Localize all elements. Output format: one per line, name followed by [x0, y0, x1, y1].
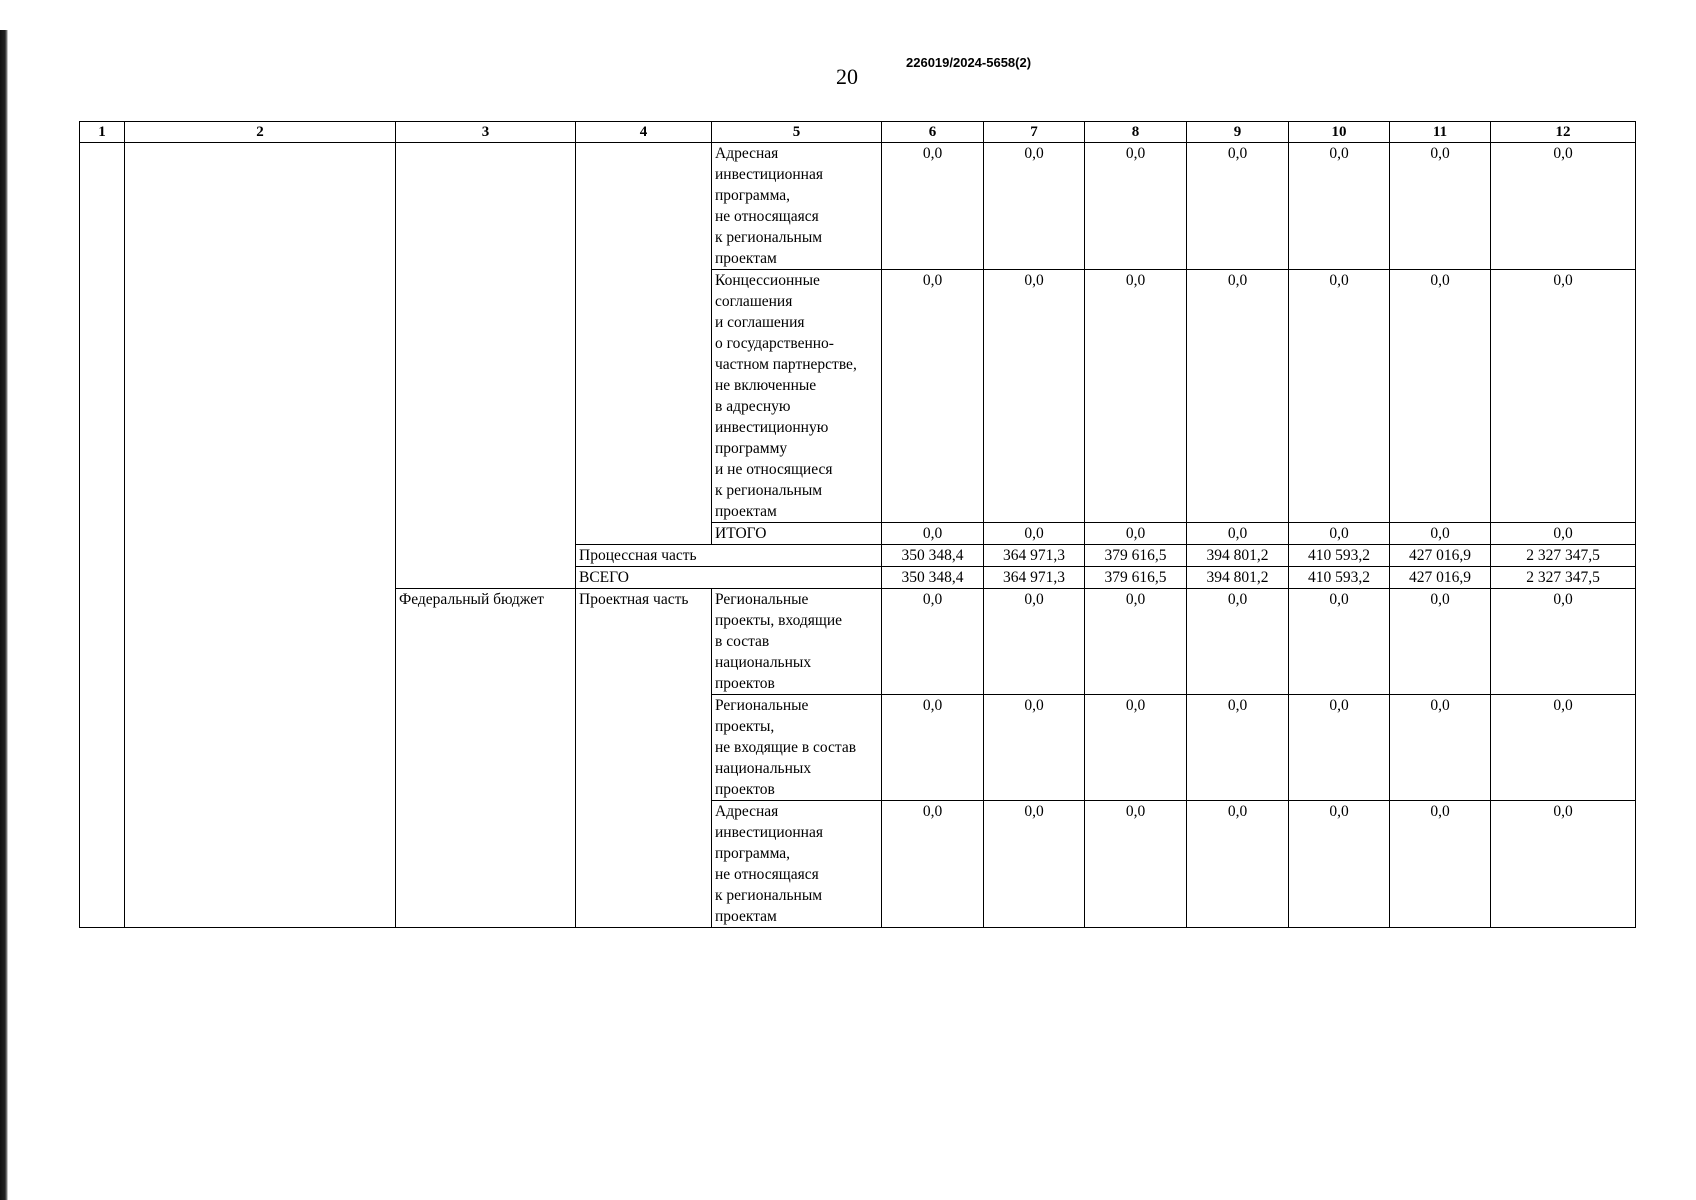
column-header: 7 — [984, 122, 1085, 143]
value-cell: 427 016,9 — [1390, 545, 1491, 567]
value-cell: 0,0 — [1085, 801, 1187, 928]
value-cell: 0,0 — [1289, 523, 1390, 545]
row-label-address-program: Адресная инвестиционная программа, не относящаяся к региональным проектам — [712, 143, 882, 270]
value-cell: 379 616,5 — [1085, 567, 1187, 589]
row-label-concession-agreements: Концессионные соглашения и соглашения о государственно- частном партнерстве, не включенные в адресную инвестиционную программу и не относящиеся к региональным проектам — [712, 270, 882, 523]
scan-edge — [0, 30, 8, 1200]
value-cell: 0,0 — [1390, 801, 1491, 928]
cell-col3 — [396, 143, 576, 589]
value-cell: 0,0 — [882, 695, 984, 801]
value-cell: 0,0 — [1491, 589, 1636, 695]
value-cell: 0,0 — [1187, 801, 1289, 928]
value-cell: 394 801,2 — [1187, 567, 1289, 589]
value-cell: 0,0 — [1187, 523, 1289, 545]
cell-col2 — [125, 143, 396, 928]
value-cell: 364 971,3 — [984, 567, 1085, 589]
column-header: 9 — [1187, 122, 1289, 143]
value-cell: 0,0 — [1491, 523, 1636, 545]
column-header: 11 — [1390, 122, 1491, 143]
column-header: 4 — [576, 122, 712, 143]
table-row — [80, 143, 1636, 270]
value-cell: 0,0 — [984, 143, 1085, 270]
value-cell: 0,0 — [1085, 523, 1187, 545]
row-label-process-part: Процессная часть — [576, 545, 882, 567]
value-cell: 0,0 — [1085, 143, 1187, 270]
value-cell: 427 016,9 — [1390, 567, 1491, 589]
value-cell: 0,0 — [882, 589, 984, 695]
cell-col1 — [80, 143, 125, 928]
value-cell: 0,0 — [1289, 589, 1390, 695]
value-cell: 0,0 — [984, 695, 1085, 801]
value-cell: 394 801,2 — [1187, 545, 1289, 567]
value-cell: 410 593,2 — [1289, 567, 1390, 589]
value-cell: 350 348,4 — [882, 545, 984, 567]
value-cell: 0,0 — [1289, 695, 1390, 801]
value-cell: 0,0 — [1187, 143, 1289, 270]
value-cell: 0,0 — [882, 270, 984, 523]
value-cell: 0,0 — [984, 523, 1085, 545]
row-label-regional-national: Региональные проекты, входящие в состав национальных проектов — [712, 589, 882, 695]
value-cell: 2 327 347,5 — [1491, 545, 1636, 567]
row-label-total: ВСЕГО — [576, 567, 882, 589]
cell-col4 — [576, 143, 712, 545]
value-cell: 0,0 — [1187, 270, 1289, 523]
column-header: 8 — [1085, 122, 1187, 143]
column-header: 3 — [396, 122, 576, 143]
value-cell: 0,0 — [1390, 270, 1491, 523]
value-cell: 0,0 — [1491, 270, 1636, 523]
value-cell: 0,0 — [1390, 695, 1491, 801]
value-cell: 0,0 — [1085, 270, 1187, 523]
column-header: 10 — [1289, 122, 1390, 143]
value-cell: 0,0 — [984, 270, 1085, 523]
column-header-row — [80, 122, 1636, 143]
row-label-regional-non-national: Региональные проекты, не входящие в состав национальных проектов — [712, 695, 882, 801]
column-header: 2 — [125, 122, 396, 143]
value-cell: 0,0 — [1491, 695, 1636, 801]
value-cell: 0,0 — [1289, 801, 1390, 928]
value-cell: 0,0 — [1491, 143, 1636, 270]
page-number: 20 — [836, 64, 858, 89]
value-cell: 350 348,4 — [882, 567, 984, 589]
value-cell: 0,0 — [984, 589, 1085, 695]
row-label-address-program-federal: Адресная инвестиционная программа, не относящаяся к региональным проектам — [712, 801, 882, 928]
column-header: 12 — [1491, 122, 1636, 143]
value-cell: 0,0 — [1390, 143, 1491, 270]
value-cell: 0,0 — [1187, 589, 1289, 695]
part-project: Проектная часть — [576, 589, 712, 928]
row-label-itogo: ИТОГО — [712, 523, 882, 545]
value-cell: 0,0 — [882, 523, 984, 545]
value-cell: 0,0 — [1289, 143, 1390, 270]
value-cell: 379 616,5 — [1085, 545, 1187, 567]
column-header: 5 — [712, 122, 882, 143]
funding-source-federal: Федеральный бюджет — [396, 589, 576, 928]
value-cell: 0,0 — [882, 143, 984, 270]
value-cell: 364 971,3 — [984, 545, 1085, 567]
value-cell: 0,0 — [1187, 695, 1289, 801]
budget-table — [79, 121, 1636, 928]
column-header: 6 — [882, 122, 984, 143]
value-cell: 0,0 — [1390, 589, 1491, 695]
value-cell: 0,0 — [1390, 523, 1491, 545]
value-cell: 410 593,2 — [1289, 545, 1390, 567]
document-id: 226019/2024-5658(2) — [906, 55, 1032, 70]
value-cell: 0,0 — [984, 801, 1085, 928]
value-cell: 0,0 — [882, 801, 984, 928]
value-cell: 0,0 — [1491, 801, 1636, 928]
column-header: 1 — [80, 122, 125, 143]
value-cell: 0,0 — [1289, 270, 1390, 523]
value-cell: 0,0 — [1085, 589, 1187, 695]
value-cell: 0,0 — [1085, 695, 1187, 801]
value-cell: 2 327 347,5 — [1491, 567, 1636, 589]
